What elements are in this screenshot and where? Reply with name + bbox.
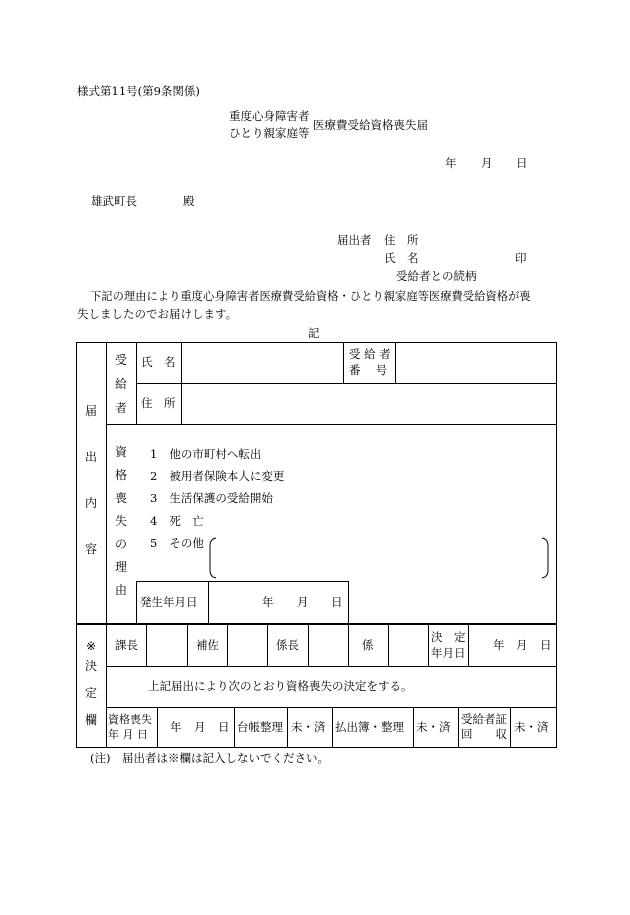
date-year: 年: [445, 156, 457, 170]
reason-item-2[interactable]: 2 被用者保険本人に変更: [150, 469, 285, 483]
recipient-number-label-1: 受 給 者: [349, 347, 391, 361]
decision-date-label-1: 決 定: [431, 630, 466, 644]
recipient-address-field[interactable]: [182, 386, 554, 422]
role-kakari: 係: [362, 638, 374, 652]
notifier-address-label: 住 所: [384, 233, 419, 247]
date-month: 月: [481, 156, 493, 170]
decision-month[interactable]: 月: [516, 638, 528, 652]
role-kakaricho: 係長: [276, 638, 299, 652]
recipient-number-label-2: 番 号: [349, 363, 388, 377]
relation-label: 受給者との続柄: [396, 269, 477, 283]
addressee-name: 雄武町長: [91, 194, 137, 208]
title-suffix: 医療費受給資格喪失届: [313, 118, 428, 132]
occurrence-day[interactable]: 日: [331, 595, 343, 609]
seal-mark: 印: [515, 251, 527, 265]
payment-status[interactable]: 未・済: [416, 720, 451, 734]
notifier-name-label: 氏 名: [384, 251, 419, 265]
side-label-todokede: 届 出 内 容: [84, 404, 97, 556]
title-line1: 重度心身障害者: [229, 109, 310, 123]
ledger-label: 台帳整理: [237, 720, 283, 734]
recipient-number-field[interactable]: [397, 346, 554, 382]
loss-month[interactable]: 月: [194, 720, 206, 734]
date-day: 日: [516, 156, 528, 170]
decision-side-label: ※ 決 定 欄: [84, 639, 97, 727]
decision-day[interactable]: 日: [540, 638, 552, 652]
decision-statement: 上記届出により次のとおり資格喪失の決定をする。: [148, 679, 413, 693]
decision-year[interactable]: 年: [493, 638, 505, 652]
loss-day[interactable]: 日: [218, 720, 230, 734]
occurrence-month[interactable]: 月: [297, 595, 309, 609]
certificate-label-1: 受給者証: [461, 712, 507, 726]
body-text-line1: 下記の理由により重度心身障害者医療費受給資格・ひとり親家庭等医療費受給資格が喪: [90, 290, 531, 303]
addressee-honorific: 殿: [183, 194, 195, 208]
certificate-label-2: 回 収: [461, 727, 507, 741]
notifier-label: 届出者: [337, 233, 372, 247]
recipient-address-label: 住 所: [141, 396, 176, 410]
title-line2: ひとり親家庭等: [229, 126, 310, 140]
payment-label: 払出簿・整理: [335, 720, 404, 734]
footnote: (注) 届出者は※欄は記入しないでください。: [90, 751, 329, 765]
ledger-status[interactable]: 未・済: [291, 720, 326, 734]
body-text-line2: 失しましたのでお届けします。: [77, 307, 238, 321]
occurrence-date-label: 発生年月日: [140, 595, 198, 609]
loss-year[interactable]: 年: [170, 720, 182, 734]
other-reason-bracket[interactable]: [206, 536, 552, 580]
certificate-status[interactable]: 未・済: [514, 720, 549, 734]
role-kacho: 課長: [115, 638, 138, 652]
recipient-name-label: 氏 名: [141, 355, 176, 369]
ki-mark: 記: [308, 326, 320, 340]
form-number: 様式第11号(第9条関係): [77, 84, 200, 98]
occurrence-year[interactable]: 年: [262, 595, 274, 609]
reason-item-4[interactable]: 4 死 亡: [150, 514, 204, 528]
recipient-label: 受 給 者: [114, 353, 127, 415]
reason-item-1[interactable]: 1 他の市町村へ転出: [150, 447, 262, 461]
reason-label: 資 格 喪 失 の 理 由: [114, 445, 127, 597]
reason-item-3[interactable]: 3 生活保護の受給開始: [150, 491, 273, 505]
decision-date-label-2: 年月日: [431, 646, 466, 660]
loss-date-label-1: 資格喪失: [108, 713, 152, 726]
role-hosa: 補佐: [196, 638, 219, 652]
reason-item-5[interactable]: 5 その他: [150, 536, 204, 550]
recipient-name-field[interactable]: [182, 346, 342, 382]
loss-date-label-2: 年 月 日: [108, 728, 148, 741]
